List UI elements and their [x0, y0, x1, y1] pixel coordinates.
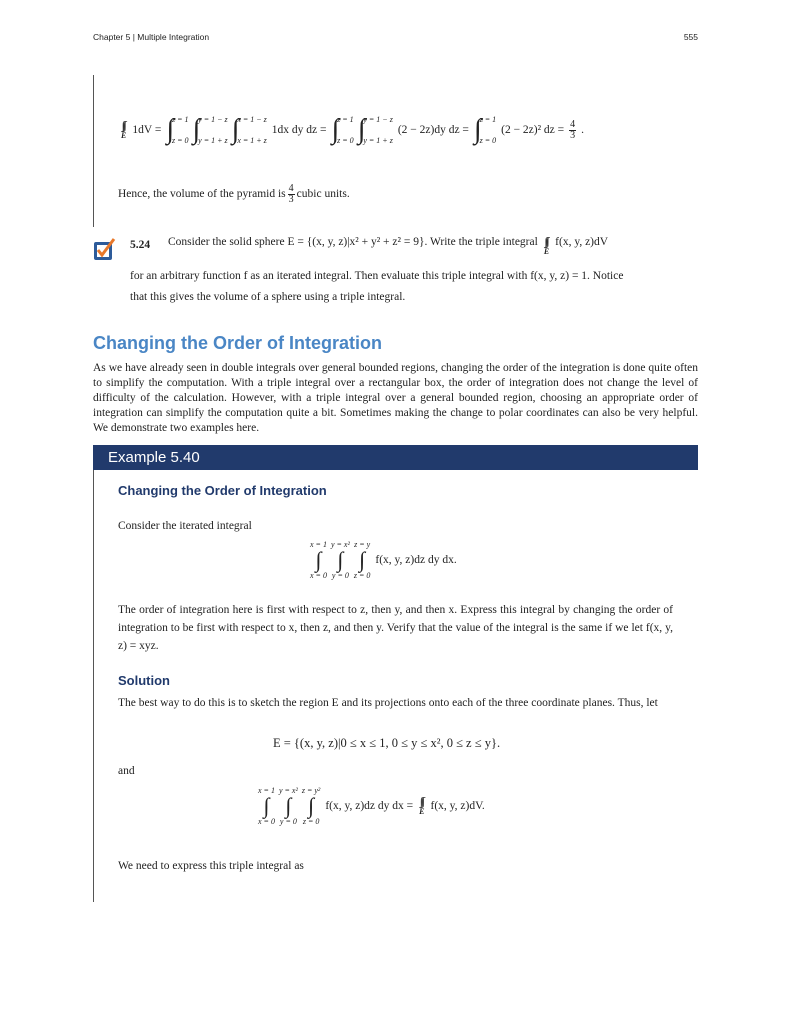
- integral-glyph: ∫: [315, 547, 322, 572]
- lower-limit: z = 0: [302, 817, 320, 826]
- lower-limit: y = 0: [331, 571, 349, 580]
- numerator: 4: [570, 118, 576, 130]
- numerator: 4: [288, 183, 294, 194]
- upper-limit: y = x²: [330, 540, 350, 549]
- exercise-line2: for an arbitrary function f as an iterated integral. Then evaluate this triple integral with f(x, y, z) = 1. Notice: [130, 270, 624, 282]
- math-text: Consider the solid sphere E = {(x, y, z)|x² + y² + z² = 9}. Write the triple integral: [168, 236, 538, 248]
- integral: [302, 786, 320, 826]
- integral-limits: [198, 115, 227, 145]
- hence-after: cubic units.: [296, 188, 350, 200]
- chapter-header: Chapter 5 | Multiple Integration: [93, 32, 210, 42]
- integral-limits: [337, 115, 354, 145]
- lower-limit: z = 0: [337, 136, 354, 145]
- solution-text: The best way to do this is to sketch the region E and its projections onto each of the three coordinate planes. Thus, let: [118, 697, 658, 709]
- integral-glyph: ∫: [357, 114, 366, 145]
- integral: [332, 115, 354, 145]
- math-text: (2 − 2z)² dz =: [501, 124, 565, 136]
- lower-limit: x = 0: [258, 817, 275, 826]
- integral-glyph: ∫: [331, 114, 340, 145]
- example-banner: [93, 445, 698, 470]
- example-label: Example 5.40: [108, 449, 200, 466]
- integral: [258, 786, 275, 826]
- upper-limit: y = 1 − z: [363, 115, 393, 124]
- equation-region: [270, 736, 503, 751]
- math-text: f(x, y, z)dz dy dx =: [325, 800, 414, 812]
- lower-limit: y = 1 + z: [198, 136, 228, 145]
- exercise-line1: [165, 236, 611, 262]
- integral: [331, 540, 350, 580]
- integral-glyph: ∫: [473, 114, 482, 145]
- math-text: .: [581, 124, 585, 136]
- math-text: f(x, y, z)dV.: [430, 800, 485, 812]
- integral-limits: [237, 115, 266, 145]
- integral-limits: [172, 115, 189, 145]
- denominator: 3: [570, 129, 576, 141]
- left-rule: [93, 75, 94, 227]
- equation-iterated: [308, 540, 460, 580]
- fraction: [569, 120, 576, 141]
- triple-integral-symbol: [121, 120, 126, 140]
- hence-text: [118, 184, 350, 205]
- integral-glyph: ∫: [231, 114, 240, 145]
- upper-limit: x = 1: [310, 540, 327, 549]
- integral: [358, 115, 393, 145]
- integral-glyph: ∫: [359, 547, 366, 572]
- lower-limit: y = 1 + z: [363, 136, 393, 145]
- lower-limit: x = 1 + z: [237, 136, 267, 145]
- math-text: (2 − 2z)dy dz =: [397, 124, 469, 136]
- lower-limit: x = 0: [310, 571, 327, 580]
- exercise-line3: that this gives the volume of a sphere using a triple integral.: [130, 291, 406, 303]
- integral-glyph: ∫: [166, 114, 174, 145]
- integral: [279, 786, 298, 826]
- example-title: Changing the Order of Integration: [118, 483, 327, 498]
- upper-limit: z = 1: [479, 115, 497, 124]
- upper-limit: x = 1 − z: [237, 115, 267, 124]
- lower-limit: z = 0: [171, 136, 189, 145]
- integral-glyph: ∫: [285, 793, 292, 818]
- integral-glyph: ∫: [308, 793, 315, 818]
- math-text: 1dV =: [132, 124, 162, 136]
- example-intro: Consider the iterated integral: [118, 520, 252, 532]
- integral-glyph: ∫: [337, 547, 344, 572]
- integral-limits: [480, 115, 497, 145]
- page-number: 555: [683, 32, 698, 42]
- checkpoint-icon: [93, 237, 117, 261]
- integral-glyph: ∫: [263, 793, 270, 818]
- upper-limit: y = x²: [278, 786, 298, 795]
- integral: [474, 115, 496, 145]
- triple-integral-symbol: [544, 236, 549, 256]
- example-rule: [93, 470, 94, 902]
- upper-limit: z = y: [354, 540, 371, 549]
- fraction: [288, 184, 295, 205]
- section-heading: Changing the Order of Integration: [93, 333, 382, 353]
- integral: [193, 115, 228, 145]
- lower-limit: z = 0: [353, 571, 371, 580]
- upper-limit: y = 1 − z: [198, 115, 228, 124]
- integral-limits: [363, 115, 392, 145]
- math-text: f(x, y, z)dz dy dx.: [375, 554, 457, 566]
- triple-integral-symbol: [419, 796, 424, 816]
- math-text: f(x, y, z)dV: [555, 236, 609, 248]
- and-text: and: [118, 765, 135, 777]
- integral-glyph: ∫: [192, 114, 201, 145]
- solution-label: Solution: [118, 673, 170, 688]
- upper-limit: z = 1: [337, 115, 354, 124]
- integral-region: E: [121, 131, 127, 140]
- exercise-number: 5.24: [130, 239, 151, 251]
- upper-limit: z = y²: [301, 786, 321, 795]
- integral-region: E: [543, 247, 550, 256]
- section-paragraph: As we have already seen in double integrals over general bounded regions, changing the order of the integration is done quite often to simplify the computation. With a triple integral over a rectangular box, the order of integration does not change the level of difficulty of the calculation. However, with a triple integral over a general bounded region, choosing an appropriate order of integration can simplify the computation quite a bit. Sometimes making the change to polar coordinates can also be very helpful. We demonstrate two examples here.: [93, 362, 698, 434]
- denominator: 3: [288, 194, 294, 205]
- equation-volume: [118, 110, 587, 150]
- hence-before: Hence, the volume of the pyramid is: [118, 188, 286, 200]
- integral: [232, 115, 267, 145]
- upper-limit: z = 1: [171, 115, 189, 124]
- lower-limit: y = 0: [279, 817, 297, 826]
- math-text: E = {(x, y, z)|0 ≤ x ≤ 1, 0 ≤ y ≤ x², 0 ≤ z ≤ y}.: [273, 736, 501, 750]
- integral-region: E: [419, 807, 425, 816]
- equation-triple: [256, 786, 488, 826]
- lower-limit: z = 0: [479, 136, 497, 145]
- integral: [310, 540, 327, 580]
- upper-limit: x = 1: [258, 786, 275, 795]
- integral: [354, 540, 371, 580]
- integral: [166, 115, 188, 145]
- example-paragraph: The order of integration here is first with respect to z, then y, and then x. Express this integral by changing the order of integration to be first with respect to x, then z, and then y. Verify that the value of the integral is the same if we let f(x, y, z) = xyz.: [118, 604, 673, 652]
- math-text: 1dx dy dz =: [271, 124, 327, 136]
- final-text: We need to express this triple integral as: [118, 860, 304, 872]
